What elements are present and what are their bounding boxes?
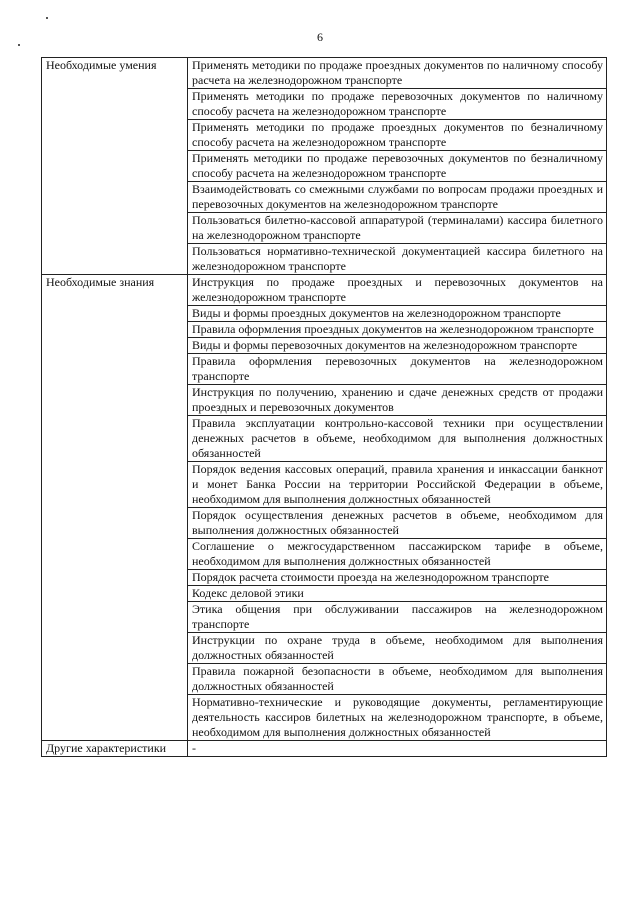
- requirement-item: Порядок ведения кассовых операций, правила хранения и инкассации банкнот и монет Банка России на территории Российской Федерации в объеме, необходимом для выполнения должностных обязанностей: [188, 462, 607, 508]
- requirement-item: Правила оформления перевозочных документов на железнодорожном транспорте: [188, 354, 607, 385]
- requirement-item: Инструкция по получению, хранению и сдаче денежных средств от продажи проездных и перевозочных документов: [188, 385, 607, 416]
- requirement-item: Кодекс деловой этики: [188, 586, 607, 602]
- section-title: Другие характеристики: [42, 741, 188, 757]
- section-title: Необходимые умения: [42, 58, 188, 275]
- requirement-item: Правила пожарной безопасности в объеме, необходимом для выполнения должностных обязанностей: [188, 664, 607, 695]
- requirement-item: Взаимодействовать со смежными службами по вопросам продажи проездных и перевозочных документов на железнодорожном транспорте: [188, 182, 607, 213]
- requirement-item: Применять методики по продаже перевозочных документов по безналичному способу расчета на железнодорожном транспорте: [188, 151, 607, 182]
- requirement-item: Нормативно-технические и руководящие документы, регламентирующие деятельность кассиров билетных на железнодорожном транспорте, в объеме, необходимом для выполнения должностных обязанностей: [188, 695, 607, 741]
- requirement-item: Порядок расчета стоимости проезда на железнодорожном транспорте: [188, 570, 607, 586]
- requirement-item: Соглашение о межгосударственном пассажирском тарифе в объеме, необходимом для выполнения должностных обязанностей: [188, 539, 607, 570]
- requirement-item: Виды и формы проездных документов на железнодорожном транспорте: [188, 306, 607, 322]
- requirement-item: Виды и формы перевозочных документов на железнодорожном транспорте: [188, 338, 607, 354]
- section-title: Необходимые знания: [42, 275, 188, 741]
- scan-speck: [46, 17, 48, 19]
- page-number: 6: [317, 30, 323, 44]
- table-row: [42, 275, 607, 306]
- requirement-item: Правила эксплуатации контрольно-кассовой техники при осуществлении денежных расчетов в объеме, необходимом для выполнения должностных обязанностей: [188, 416, 607, 462]
- requirement-item: Применять методики по продаже проездных документов по наличному способу расчета на железнодорожном транспорте: [188, 58, 607, 89]
- requirement-item: -: [188, 741, 607, 757]
- requirement-item: Этика общения при обслуживании пассажиров на железнодорожном транспорте: [188, 602, 607, 633]
- requirements-table: [41, 57, 607, 757]
- requirement-item: Инструкции по охране труда в объеме, необходимом для выполнения должностных обязанностей: [188, 633, 607, 664]
- requirement-item: Правила оформления проездных документов на железнодорожном транспорте: [188, 322, 607, 338]
- table-row: [42, 58, 607, 89]
- table-row: [42, 741, 607, 757]
- requirement-item: Пользоваться нормативно-технической документацией кассира билетного на железнодорожном транспорте: [188, 244, 607, 275]
- requirement-item: Применять методики по продаже проездных документов по безналичному способу расчета на железнодорожном транспорте: [188, 120, 607, 151]
- requirement-item: Порядок осуществления денежных расчетов в объеме, необходимом для выполнения должностных обязанностей: [188, 508, 607, 539]
- requirement-item: Пользоваться билетно-кассовой аппаратурой (терминалами) кассира билетного на железнодорожном транспорте: [188, 213, 607, 244]
- requirement-item: Применять методики по продаже перевозочных документов по наличному способу расчета на железнодорожном транспорте: [188, 89, 607, 120]
- requirement-item: Инструкция по продаже проездных и перевозочных документов на железнодорожном транспорте: [188, 275, 607, 306]
